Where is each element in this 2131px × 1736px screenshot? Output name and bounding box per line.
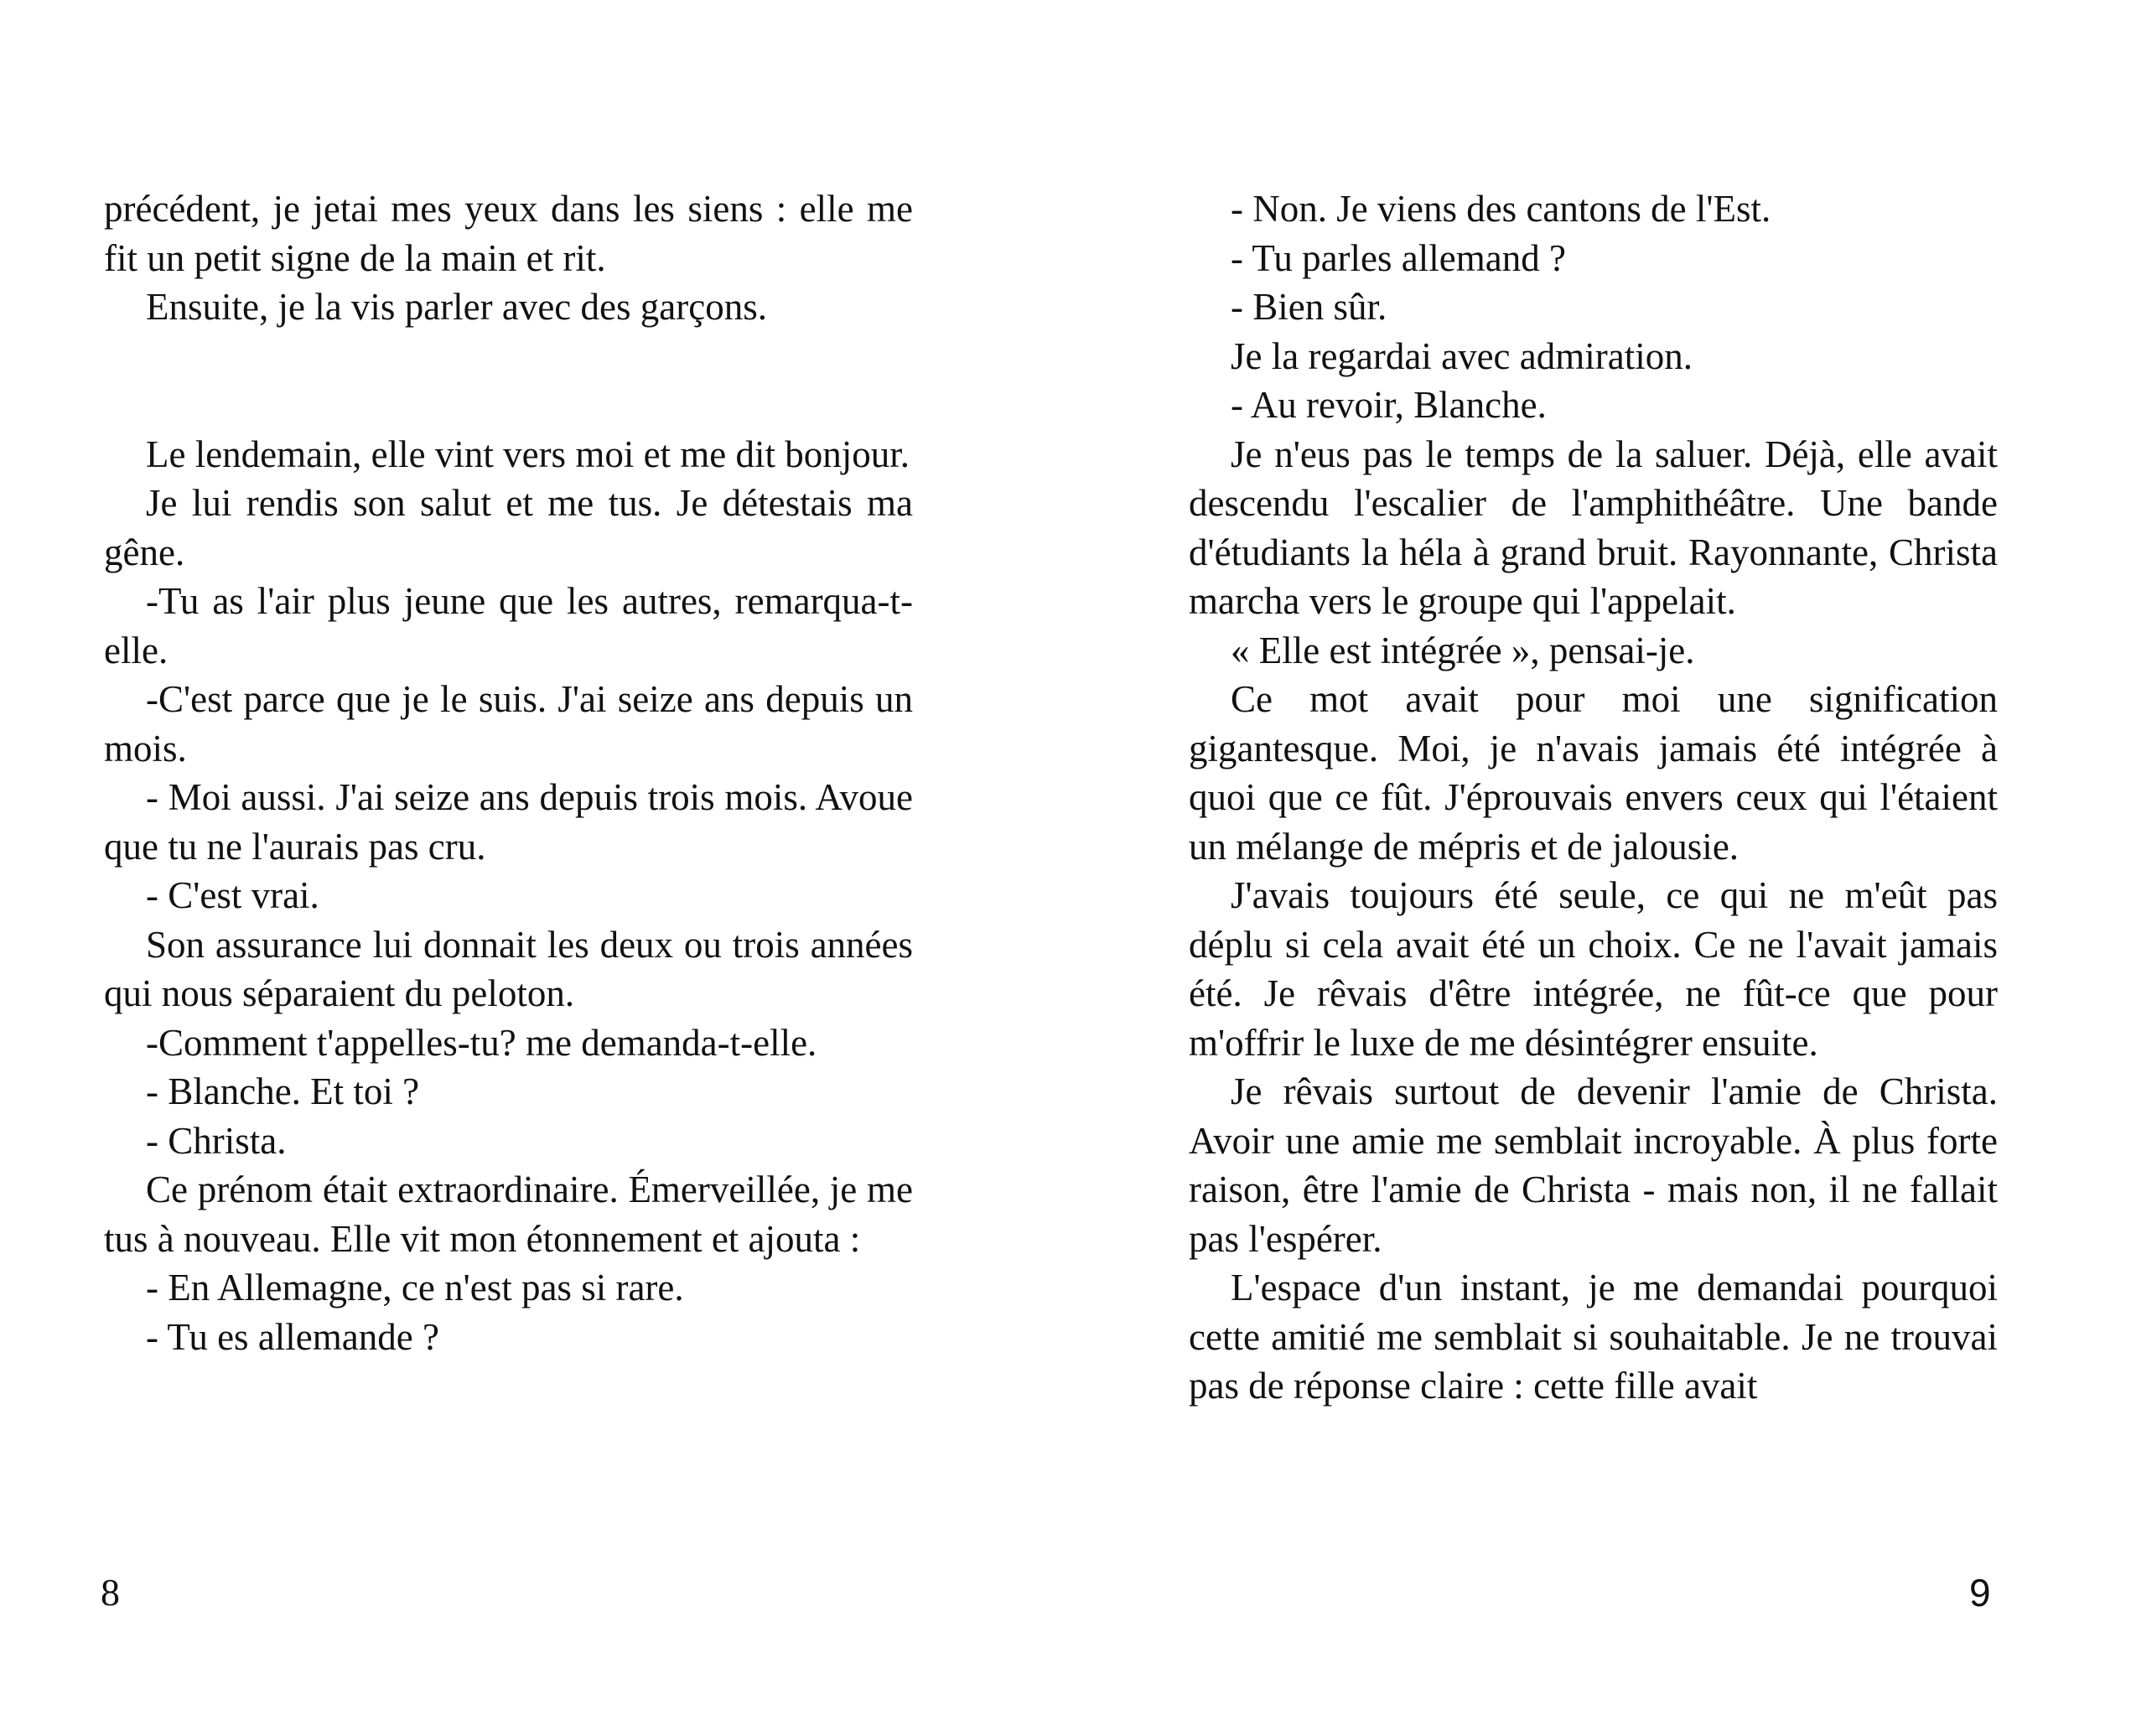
dialogue-line: - En Allemagne, ce n'est pas si rare. [146,1267,684,1308]
dialogue-line: - Tu parles allemand ? [1231,236,1566,279]
dialogue-line: - Moi aussi. J'ai seize ans depuis trois mois. Avoue que tu ne l'aurais pas cru. [104,776,913,868]
dialogue-line: - Bien sûr. [1231,286,1387,328]
dialogue-line: -C'est parce que je le suis. J'ai seize ans depuis un mois. [104,678,913,770]
dialogue-line: - Blanche. Et toi ? [146,1070,420,1112]
paragraph: Le lendemain, elle vint vers moi et me dit bonjour. [146,433,910,475]
dialogue-line: - Au revoir, Blanche. [1231,384,1547,426]
dialogue-line: - Non. Je viens des cantons de l'Est. [1231,188,1771,230]
dialogue-line: -Tu as l'air plus jeune que les autres, remarqua-t-elle. [104,580,913,671]
dialogue-line: - Tu es allemande ? [146,1315,439,1358]
paragraph: Ensuite, je la vis parler avec des garçons. [146,286,767,328]
paragraph: Je rêvais surtout de devenir l'amie de Christa. Avoir une amie me semblait incroyable. À plus forte raison, être l'amie de Christa - mais non, il ne fallait pas l'espérer. [1189,1070,1998,1260]
dialogue-line: - C'est vrai. [146,874,319,916]
paragraph: précédent, je jetai mes yeux dans les siens : elle me fit un petit signe de la main et rit. [104,188,913,279]
paragraph: Ce prénom était extraordinaire. Émerveillée, je me tus à nouveau. Elle vit mon étonnement et ajouta : [104,1169,913,1260]
page-number-right: 9 [1969,1571,1991,1614]
paragraph: Ce mot avait pour moi une signification gigantesque. Moi, je n'avais jamais été intégrée à quoi que ce fût. J'éprouvais envers ceux qui l'étaient un mélange de mépris et de jalousie. [1189,678,1998,868]
left-page [104,184,913,1361]
page-number-left: 8 [101,1571,120,1614]
dialogue-line: -Comment t'appelles-tu? me demanda-t-elle. [146,1021,817,1064]
paragraph: Je lui rendis son salut et me tus. Je détestais ma gêne. [104,482,913,573]
paragraph: J'avais toujours été seule, ce qui ne m'eût pas déplu si cela avait été un choix. Ce ne l'avait jamais été. Je rêvais d'être intégrée, ne fût-ce que pour m'offrir le luxe de me désintégrer ensuite. [1189,874,1998,1064]
paragraph: Je n'eus pas le temps de la saluer. Déjà, elle avait descendu l'escalier de l'amphithéâtre. Une bande d'étudiants la héla à grand bruit. Rayonnante, Christa marcha vers le groupe qui l'appelait. [1189,433,1998,622]
paragraph: Son assurance lui donnait les deux ou trois années qui nous séparaient du peloton. [104,923,913,1014]
paragraph: Je la regardai avec admiration. [1231,334,1693,377]
dialogue-line: - Christa. [146,1119,287,1162]
right-page [1189,184,1998,1411]
paragraph: « Elle est intégrée », pensai-je. [1231,629,1695,671]
paragraph: L'espace d'un instant, je me demandai pourquoi cette amitié me semblait si souhaitable. Je ne trouvai pas de réponse claire : cette fille avait [1189,1267,1998,1407]
